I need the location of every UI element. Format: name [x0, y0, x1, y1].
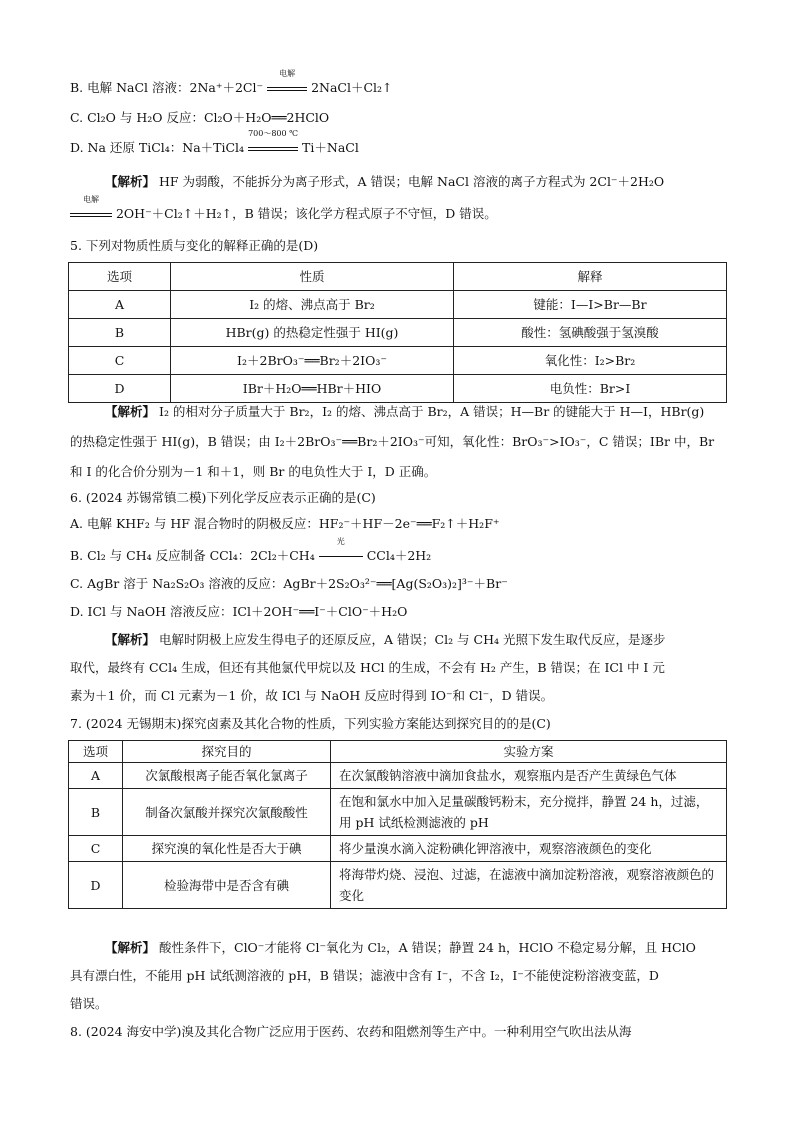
question-5-stem: 5. 下列对物质性质与变化的解释正确的是(D)	[70, 238, 319, 253]
explanation-tag: 【解析】	[105, 632, 156, 647]
reaction-arrow	[267, 69, 307, 98]
condition-label: 电解	[279, 69, 296, 78]
table-cell: 检验海带中是否含有碘	[123, 862, 331, 909]
explanation-tag: 【解析】	[105, 174, 156, 189]
explanation-7-line-3: 错误。	[70, 996, 108, 1011]
explanation-7-line-2: 具有漂白性，不能用 pH 试纸测溶液的 pH，B 错误；滤液中含有 I⁻，不含 I₂，I⁻不能使淀粉溶液变蓝，D	[70, 968, 659, 983]
reaction-arrow	[70, 195, 112, 224]
table-cell: B	[69, 319, 171, 347]
explanation-tag: 【解析】	[105, 404, 156, 419]
table-cell: D	[69, 862, 123, 909]
table-header-cell: 性质	[171, 263, 454, 291]
explanation-text: I₂ 的相对分子质量大于 Br₂，I₂ 的熔、沸点高于 Br₂，A 错误；H—Br 的键能大于 H—I，HBr(g)	[159, 404, 705, 419]
table-cell: I₂ 的熔、沸点高于 Br₂	[171, 291, 454, 319]
table-cell: 将少量溴水滴入淀粉碘化钾溶液中，观察溶液颜色的变化	[331, 836, 727, 862]
question-7-stem: 7. (2024 无锡期末)探究卤素及其化合物的性质，下列实验方案能达到探究目的的是(C)	[70, 716, 551, 731]
table-cell: 酸性：氢碘酸强于氢溴酸	[454, 319, 727, 347]
table-row	[69, 347, 727, 375]
table-cell: IBr＋H₂O══HBr＋HIO	[171, 375, 454, 403]
table-row	[69, 763, 727, 789]
question-7-table	[68, 740, 727, 909]
table-row	[69, 862, 727, 909]
option-c-line: C. Cl₂O 与 H₂O 反应：Cl₂O＋H₂O══2HClO	[70, 110, 330, 125]
question-6-option-c: C. AgBr 溶于 Na₂S₂O₃ 溶液的反应：AgBr＋2S₂O₃²⁻══[Ag(S₂O₃)₂]³⁻＋Br⁻	[70, 576, 508, 591]
table-cell: D	[69, 375, 171, 403]
reaction-arrow	[319, 537, 363, 566]
option-d-line	[70, 129, 726, 158]
option-b-line	[70, 69, 726, 98]
question-6-option-d: D. ICl 与 NaOH 溶液反应：ICl＋2OH⁻══I⁻＋ClO⁻＋H₂O	[70, 604, 408, 619]
table-cell: 电负性：Br>I	[454, 375, 727, 403]
explanation-5-line-2: 的热稳定性强于 HI(g)，B 错误；由 I₂＋2BrO₃⁻══Br₂＋2IO₃⁻可知，氧化性：BrO₃⁻>IO₃⁻，C 错误；IBr 中，Br	[70, 434, 715, 449]
table-header-row	[69, 741, 727, 763]
table-cell: A	[69, 291, 171, 319]
table-header-cell: 选项	[69, 741, 123, 763]
option-b-left: B. 电解 NaCl 溶液：2Na⁺＋2Cl⁻	[70, 80, 264, 95]
question-6-option-b	[70, 537, 726, 566]
explanation-6-line-2: 取代，最终有 CCl₄ 生成，但还有其他氯代甲烷以及 HCl 的生成，不会有 H₂ 产生，B 错误；在 ICl 中 I 元	[70, 660, 665, 675]
table-cell: 在饱和氯水中加入足量碳酸钙粉末，充分搅拌，静置 24 h，过滤，用 pH 试纸检测滤液的 pH	[331, 789, 727, 836]
table-cell: B	[69, 789, 123, 836]
question-6-option-a: A. 电解 KHF₂ 与 HF 混合物时的阴极反应：HF₂⁻＋HF－2e⁻══F₂↑＋H₂F⁺	[70, 516, 500, 531]
table-cell: C	[69, 347, 171, 375]
table-cell: 在次氯酸钠溶液中滴加食盐水，观察瓶内是否产生黄绿色气体	[331, 763, 727, 789]
explanation-5-line-1	[105, 402, 726, 422]
condition-label: 700～800 ℃	[248, 129, 299, 138]
condition-label: 光	[336, 537, 345, 546]
table-cell: 氧化性：I₂>Br₂	[454, 347, 727, 375]
reaction-arrow	[248, 129, 299, 158]
explanation-text: 酸性条件下，ClO⁻才能将 Cl⁻氧化为 Cl₂，A 错误；静置 24 h，HClO 不稳定易分解，且 HClO	[159, 940, 696, 955]
table-cell: HBr(g) 的热稳定性强于 HI(g)	[171, 319, 454, 347]
explanation-text: HF 为弱酸，不能拆分为离子形式，A 错误；电解 NaCl 溶液的离子方程式为 2Cl⁻＋2H₂O	[159, 174, 665, 189]
table-row	[69, 789, 727, 836]
table-cell: A	[69, 763, 123, 789]
table-header-row	[69, 263, 727, 291]
explanation-tag: 【解析】	[105, 940, 156, 955]
table-header-cell: 选项	[69, 263, 171, 291]
table-row	[69, 375, 727, 403]
option-d-right: Ti＋NaCl	[302, 140, 359, 155]
explanation-7-line-1	[105, 938, 726, 958]
table-cell: 探究溴的氧化性是否大于碘	[123, 836, 331, 862]
explanation-6-line-1	[105, 630, 726, 650]
explanation-4-line-2	[70, 195, 726, 224]
table-header-cell: 解释	[454, 263, 727, 291]
explanation-6-line-3: 素为＋1 价，而 Cl 元素为－1 价，故 ICl 与 NaOH 反应时得到 IO⁻和 Cl⁻，D 错误。	[70, 688, 554, 703]
table-row	[69, 291, 727, 319]
question-8-stem: 8. (2024 海安中学)溴及其化合物广泛应用于医药、农药和阻燃剂等生产中。一种利用空气吹出法从海	[70, 1024, 632, 1039]
table-cell: I₂＋2BrO₃⁻══Br₂＋2IO₃⁻	[171, 347, 454, 375]
condition-label: 电解	[83, 195, 99, 204]
option-b-left: B. Cl₂ 与 CH₄ 反应制备 CCl₄：2Cl₂＋CH₄	[70, 548, 315, 563]
question-6-stem: 6. (2024 苏锡常镇二模)下列化学反应表示正确的是(C)	[70, 490, 376, 505]
option-b-right: 2NaCl＋Cl₂↑	[311, 80, 393, 95]
table-cell: 次氯酸根离子能否氧化氯离子	[123, 763, 331, 789]
question-5-table	[68, 262, 727, 403]
explanation-4-line-1	[105, 172, 726, 192]
table-row	[69, 836, 727, 862]
table-header-cell: 实验方案	[331, 741, 727, 763]
table-cell: C	[69, 836, 123, 862]
table-cell: 键能：I—I>Br—Br	[454, 291, 727, 319]
table-row	[69, 319, 727, 347]
table-cell: 制备次氯酸并探究次氯酸酸性	[123, 789, 331, 836]
table-header-cell: 探究目的	[123, 741, 331, 763]
explanation-text: 2OH⁻＋Cl₂↑＋H₂↑，B 错误；该化学方程式原子不守恒，D 错误。	[115, 206, 497, 221]
option-b-right: CCl₄＋2H₂	[366, 548, 432, 563]
table-cell: 将海带灼烧、浸泡、过滤，在滤液中滴加淀粉溶液，观察溶液颜色的变化	[331, 862, 727, 909]
option-d-left: D. Na 还原 TiCl₄：Na＋TiCl₄	[70, 140, 245, 155]
explanation-text: 电解时阴极上应发生得电子的还原反应，A 错误；Cl₂ 与 CH₄ 光照下发生取代反应，是逐步	[159, 632, 666, 647]
explanation-5-line-3: 和 I 的化合价分别为－1 和＋1，则 Br 的电负性大于 I，D 正确。	[70, 464, 437, 479]
